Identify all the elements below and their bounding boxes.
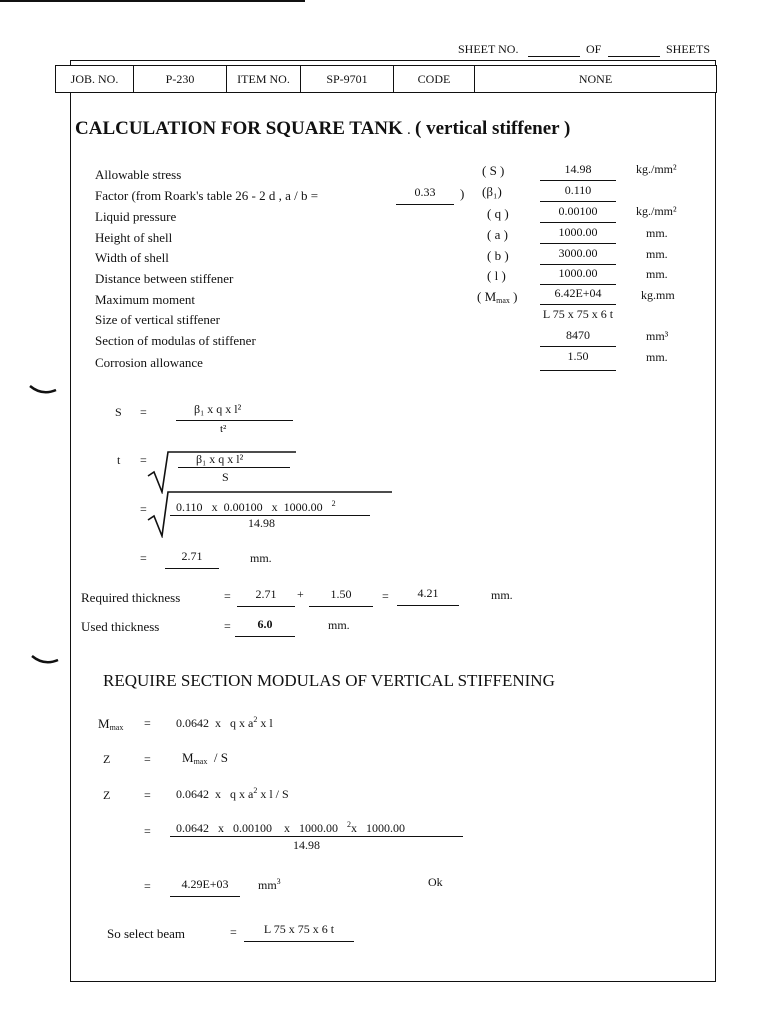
punch-mark-top [28,382,58,398]
param-unit-section: mm³ [646,329,669,343]
z-result-value: 4.29E+03 [170,877,240,897]
z-label-1: Z [103,752,111,766]
required-ca-value: 1.50 [309,587,373,607]
job-no-label: JOB. NO. [56,66,134,92]
z-result-unit: $mm^3$ [258,877,281,892]
formula-s-eq: = [140,405,147,419]
formula-result-unit: mm. [250,551,272,565]
param-value-moment: 6.42E+04 [540,286,616,305]
param-value-corrosion: 1.50 [540,349,616,371]
formula-t-eq: = [140,453,147,467]
header-table [55,65,717,93]
mmax-label: $M_{max}$ [98,716,124,732]
of-label: OF [586,42,602,56]
param-label-distance: Distance between stiffener [95,271,234,286]
formula-s-label: S [115,405,122,419]
param-symbol-moment: ( $M_{max}$ ) [477,289,518,305]
required-total-value: 4.21 [397,586,459,606]
param-symbol-distance: ( l ) [487,268,506,283]
select-beam-value: L 75 x 75 x 6 t [244,922,354,942]
formula-t-label: t [117,453,121,467]
z-num-den: 14.98 [293,838,320,852]
title-sub: ( vertical stiffener ) [415,118,571,139]
code-label: CODE [394,66,475,92]
required-thickness-label: Required thickness [81,590,181,605]
sheet-no-blank [528,56,580,57]
formula-s-fracline [176,420,293,421]
param-value-height: 1000.00 [540,225,616,244]
param-unit-distance: mm. [646,267,668,281]
required-eq-1: = [224,589,231,603]
section2-title: REQUIRE SECTION MODULAS OF VERTICAL STIFFENING [103,671,555,690]
param-unit-height: mm. [646,226,668,240]
param-factor-ratio: 0.33 [396,185,454,205]
item-no-value: SP-9701 [301,66,394,92]
formula-sub-numerator: 0.110 x 0.00100 x 1000.00 $^2$ [176,499,336,514]
formula-s-den: t² [220,423,227,435]
param-factor-paren: ) [460,186,465,201]
param-value-stress: 14.98 [540,162,616,181]
param-symbol-width: ( b ) [487,248,509,263]
required-t-value: 2.71 [237,587,295,607]
mmax-eq: = [144,716,151,730]
param-value-section: 8470 [540,328,616,347]
param-unit-stress: kg./mm² [636,162,677,176]
mmax-expr: 0.0642 x q x $a^2$ x l [176,715,273,730]
z-expr-2: 0.0642 x q x $a^2$ x l / S [176,786,289,801]
param-label-factor: Factor (from Roark's table 26 - 2 d , a / b = [95,188,319,203]
param-label-moment: Maximum moment [95,292,196,307]
formula-t-fracline [178,467,290,468]
param-label-corrosion: Corrosion allowance [95,355,203,370]
punch-mark-bottom [30,652,60,668]
param-label-size: Size of vertical stiffener [95,312,221,327]
sheets-label: SHEETS [666,42,711,56]
formula-sub-den: 14.98 [248,516,275,530]
formula-sub-eq: = [140,502,147,516]
param-unit-pressure: kg./mm² [636,204,677,218]
formula-result-value: 2.71 [165,549,219,569]
top-edge-line [0,0,305,2]
formula-result-eq: = [140,551,147,565]
used-thickness-label: Used thickness [81,619,160,634]
param-unit-width: mm. [646,247,668,261]
param-unit-corrosion: mm. [646,350,668,364]
of-blank [608,56,660,57]
param-symbol-stress: ( S ) [482,163,505,178]
param-symbol-pressure: ( q ) [487,206,509,221]
param-value-width: 3000.00 [540,246,616,265]
formula-s-num: β₁ x q x l² [194,402,242,416]
required-plus: + [297,587,304,601]
item-no-label: ITEM NO. [227,66,301,92]
select-beam-eq: = [230,925,237,939]
formula-t-root-num: β₁ x q x l² [196,452,244,466]
param-unit-moment: kg.mm [641,288,675,302]
z-num-numerator: 0.0642 x 0.00100 x 1000.00 $^2$x 1000.00 [176,820,405,835]
param-value-distance: 1000.00 [540,266,616,285]
z-eq-1: = [144,752,151,766]
page-title: CALCULATION FOR SQUARE TANK . ( vertical stiffener ) [75,118,571,139]
param-label-width: Width of shell [95,250,169,265]
z-eq-2: = [144,788,151,802]
sheet-no-label: SHEET NO. [458,42,519,56]
param-symbol-factor: (β₁) [482,184,502,199]
formula-t-root-den: S [222,470,229,484]
used-value: 6.0 [235,617,295,637]
select-beam-label: So select beam [107,926,185,941]
param-value-pressure: 0.00100 [540,204,616,223]
z-num-eq: = [144,824,151,838]
required-unit: mm. [491,588,513,602]
z-expr-1: $M_{max}$ / S [182,750,228,766]
param-label-height: Height of shell [95,230,173,245]
param-symbol-height: ( a ) [487,227,508,242]
used-unit: mm. [328,618,350,632]
param-value-factor: 0.110 [540,183,616,202]
param-value-size: L 75 x 75 x 6 t [542,307,614,321]
param-label-stress: Allowable stress [95,167,182,182]
z-label-2: Z [103,788,111,802]
z-result-eq: = [144,879,151,893]
job-no-value: P-230 [134,66,227,92]
required-eq-2: = [382,589,389,603]
z-result-ok: Ok [428,875,443,889]
code-value: NONE [578,71,613,86]
param-label-pressure: Liquid pressure [95,209,177,224]
used-eq: = [224,619,231,633]
param-label-section: Section of modulas of stiffener [95,333,256,348]
